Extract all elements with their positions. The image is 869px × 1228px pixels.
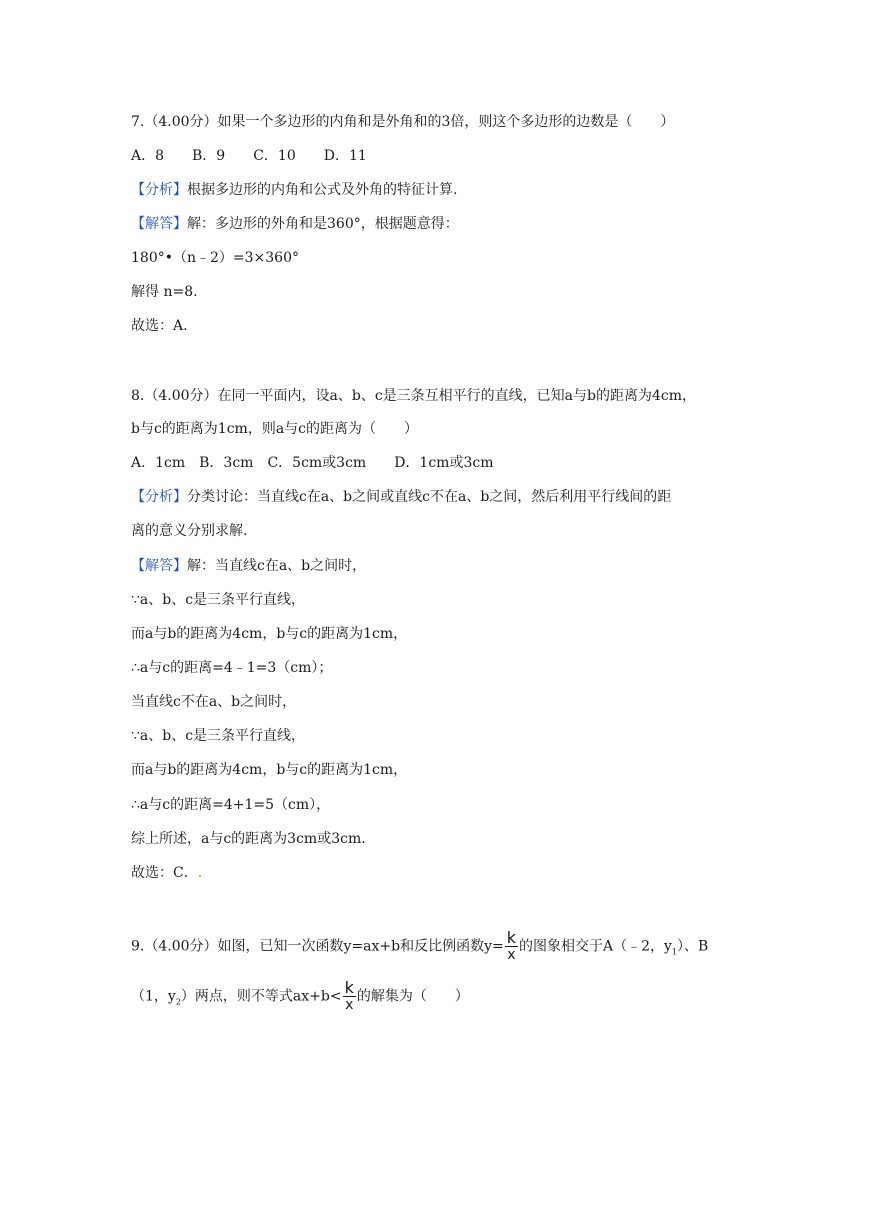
q7-solution	[131, 214, 459, 234]
q9-text-e: ）两点，则不等式ax+b<	[180, 988, 342, 1005]
q8-analysis-line1	[131, 487, 671, 507]
solution-text: 解：当直线c在a、b之间时，	[187, 558, 367, 574]
q7-analysis	[131, 180, 457, 200]
q9-stem-line2	[131, 980, 469, 1013]
q8-options: A．1cm B．3cm C．5cm或3cm D．1cm或3cm	[131, 455, 494, 471]
fraction-numerator: k	[344, 978, 354, 997]
q9-stem-line1	[131, 930, 708, 963]
q7-step1: 180°•（n﹣2）=3×360°	[131, 250, 299, 266]
analysis-text: 根据多边形的内角和公式及外角的特征计算.	[187, 182, 458, 198]
fraction-denominator: x	[345, 997, 354, 1013]
solution-tag: 【解答】	[131, 216, 187, 232]
q7-stem: 7.（4.00分）如果一个多边形的内角和是外角和的3倍，则这个多边形的边数是（ ）	[131, 114, 675, 130]
q9-text-c: ）、B	[677, 938, 709, 955]
solution-tag: 【解答】	[131, 558, 187, 574]
fraction-k-over-x	[343, 980, 356, 1013]
analysis-tag: 【分析】	[131, 489, 187, 505]
solution-text: 解：多边形的外角和是360°，根据题意得：	[187, 216, 459, 232]
subscript-1: 1	[671, 947, 678, 957]
q8-line-7: ∴a与c的距离=4+1=5（cm），	[131, 797, 331, 813]
q8-stem-line2: b与c的距离为1cm，则a与c的距离为（ ）	[131, 421, 419, 437]
q8-analysis-line2: 离的意义分别求解.	[131, 523, 248, 539]
q9-text-f: 的解集为（ ）	[356, 988, 469, 1005]
q8-solution	[131, 556, 366, 576]
subscript-2: 2	[175, 997, 181, 1007]
analysis-text: 分类讨论：当直线c在a、b之间或直线c不在a、b之间，然后利用平行线间的距	[187, 489, 672, 505]
q8-line-3: ∴a与c的距离=4﹣1=3（cm）；	[131, 660, 333, 676]
q8-line-1: ∵a、b、c是三条平行直线，	[131, 592, 306, 608]
q8-line-5: ∵a、b、c是三条平行直线，	[131, 728, 306, 744]
q8-line-8: 综上所述，a与c的距离为3cm或3cm.	[131, 831, 366, 847]
q7-answer: 故选：A.	[131, 318, 188, 334]
q7-options: A．8 B．9 C．10 D．11	[131, 148, 367, 164]
fraction-denominator: x	[507, 947, 516, 963]
q8-line-4: 当直线c不在a、b之间时，	[131, 694, 297, 710]
q8-line-2: 而a与b的距离为4cm，b与c的距离为1cm，	[131, 626, 408, 642]
fraction-k-over-x	[505, 930, 518, 963]
q8-line-6: 而a与b的距离为4cm，b与c的距离为1cm，	[131, 762, 408, 778]
answer-mark: .	[197, 865, 203, 881]
q7-step2: 解得 n=8.	[131, 284, 198, 300]
q9-text-a: 9.（4.00分）如图，已知一次函数y=ax+b和反比例函数y=	[131, 938, 504, 955]
analysis-tag: 【分析】	[131, 182, 187, 198]
q8-answer	[131, 863, 202, 883]
fraction-numerator: k	[506, 928, 517, 947]
answer-text: 故选：C．	[131, 865, 198, 881]
q9-text-d: （1，y	[131, 988, 176, 1005]
q8-stem-line1: 8.（4.00分）在同一平面内，设a、b、c是三条互相平行的直线，已知a与b的距离为4cm，	[131, 388, 697, 404]
q9-text-b: 的图象相交于A（﹣2，y	[519, 938, 672, 955]
